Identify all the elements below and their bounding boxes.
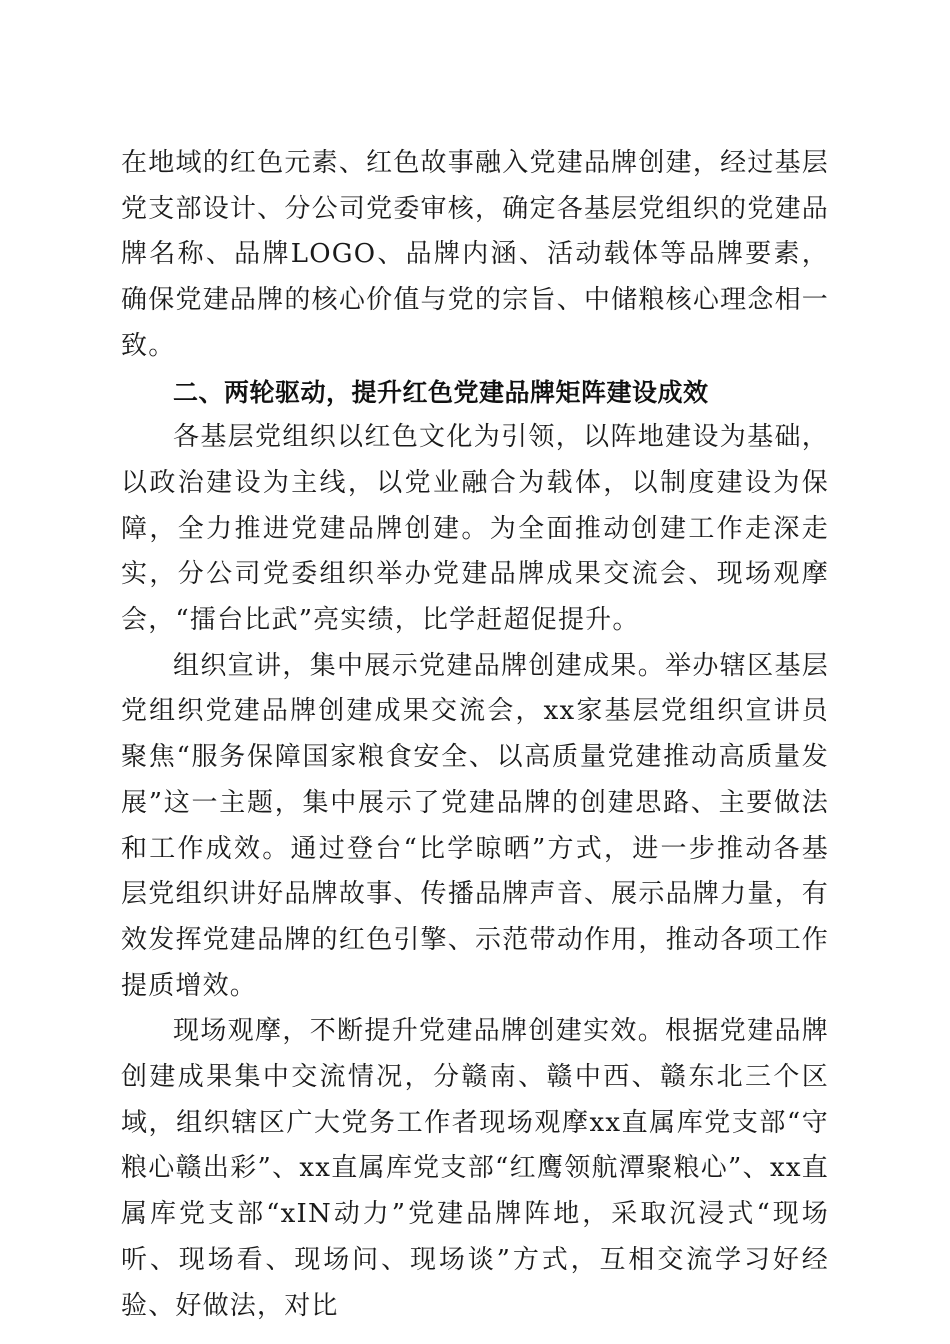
section-heading: 二、两轮驱动，提升红色党建品牌矩阵建设成效 (173, 377, 709, 407)
paragraph-site-visit: 现场观摩，不断提升党建品牌创建实效。根据党建品牌创建成果集中交流情况，分赣南、赣中西、赣东北三个区域，组织辖区广大党务工作者现场观摩xx直属库党支部“守粮心赣出彩”、xx直属库党支部“红鹰领航潭聚粮心”、xx直属库党支部“xIN动力”党建品牌阵地，采取沉浸式“现场听、现场看、现场问、现场谈”方式，互相交流学习好经验、好做法，对比 (121, 1016, 829, 1321)
paragraph-continuation: 在地域的红色元素、红色故事融入党建品牌创建，经过基层党支部设计、分公司党委审核，确定各基层党组织的党建品牌名称、品牌LOGO、品牌内涵、活动载体等品牌要素，确保党建品牌的核心价值与党的宗旨、中储粮核心理念相一致。 (121, 148, 829, 361)
document-body (121, 141, 829, 1329)
paragraph-intro: 各基层党组织以红色文化为引领，以阵地建设为基础，以政治建设为主线，以党业融合为载体，以制度建设为保障，全力推进党建品牌创建。为全面推动创建工作走深走实，分公司党委组织举办党建品牌成果交流会、现场观摩会，“擂台比武”亮实绩，比学赶超促提升。 (121, 422, 829, 636)
paragraph-presentation: 组织宣讲，集中展示党建品牌创建成果。举办辖区基层党组织党建品牌创建成果交流会，xx家基层党组织宣讲员聚焦“服务保障国家粮食安全、以高质量党建推动高质量发展”这一主题，集中展示了党建品牌的创建思路、主要做法和工作成效。通过登台“比学晾晒”方式，进一步推动各基层党组织讲好品牌故事、传播品牌声音、展示品牌力量，有效发挥党建品牌的红色引擎、示范带动作用，推动各项工作提质增效。 (121, 650, 829, 1001)
